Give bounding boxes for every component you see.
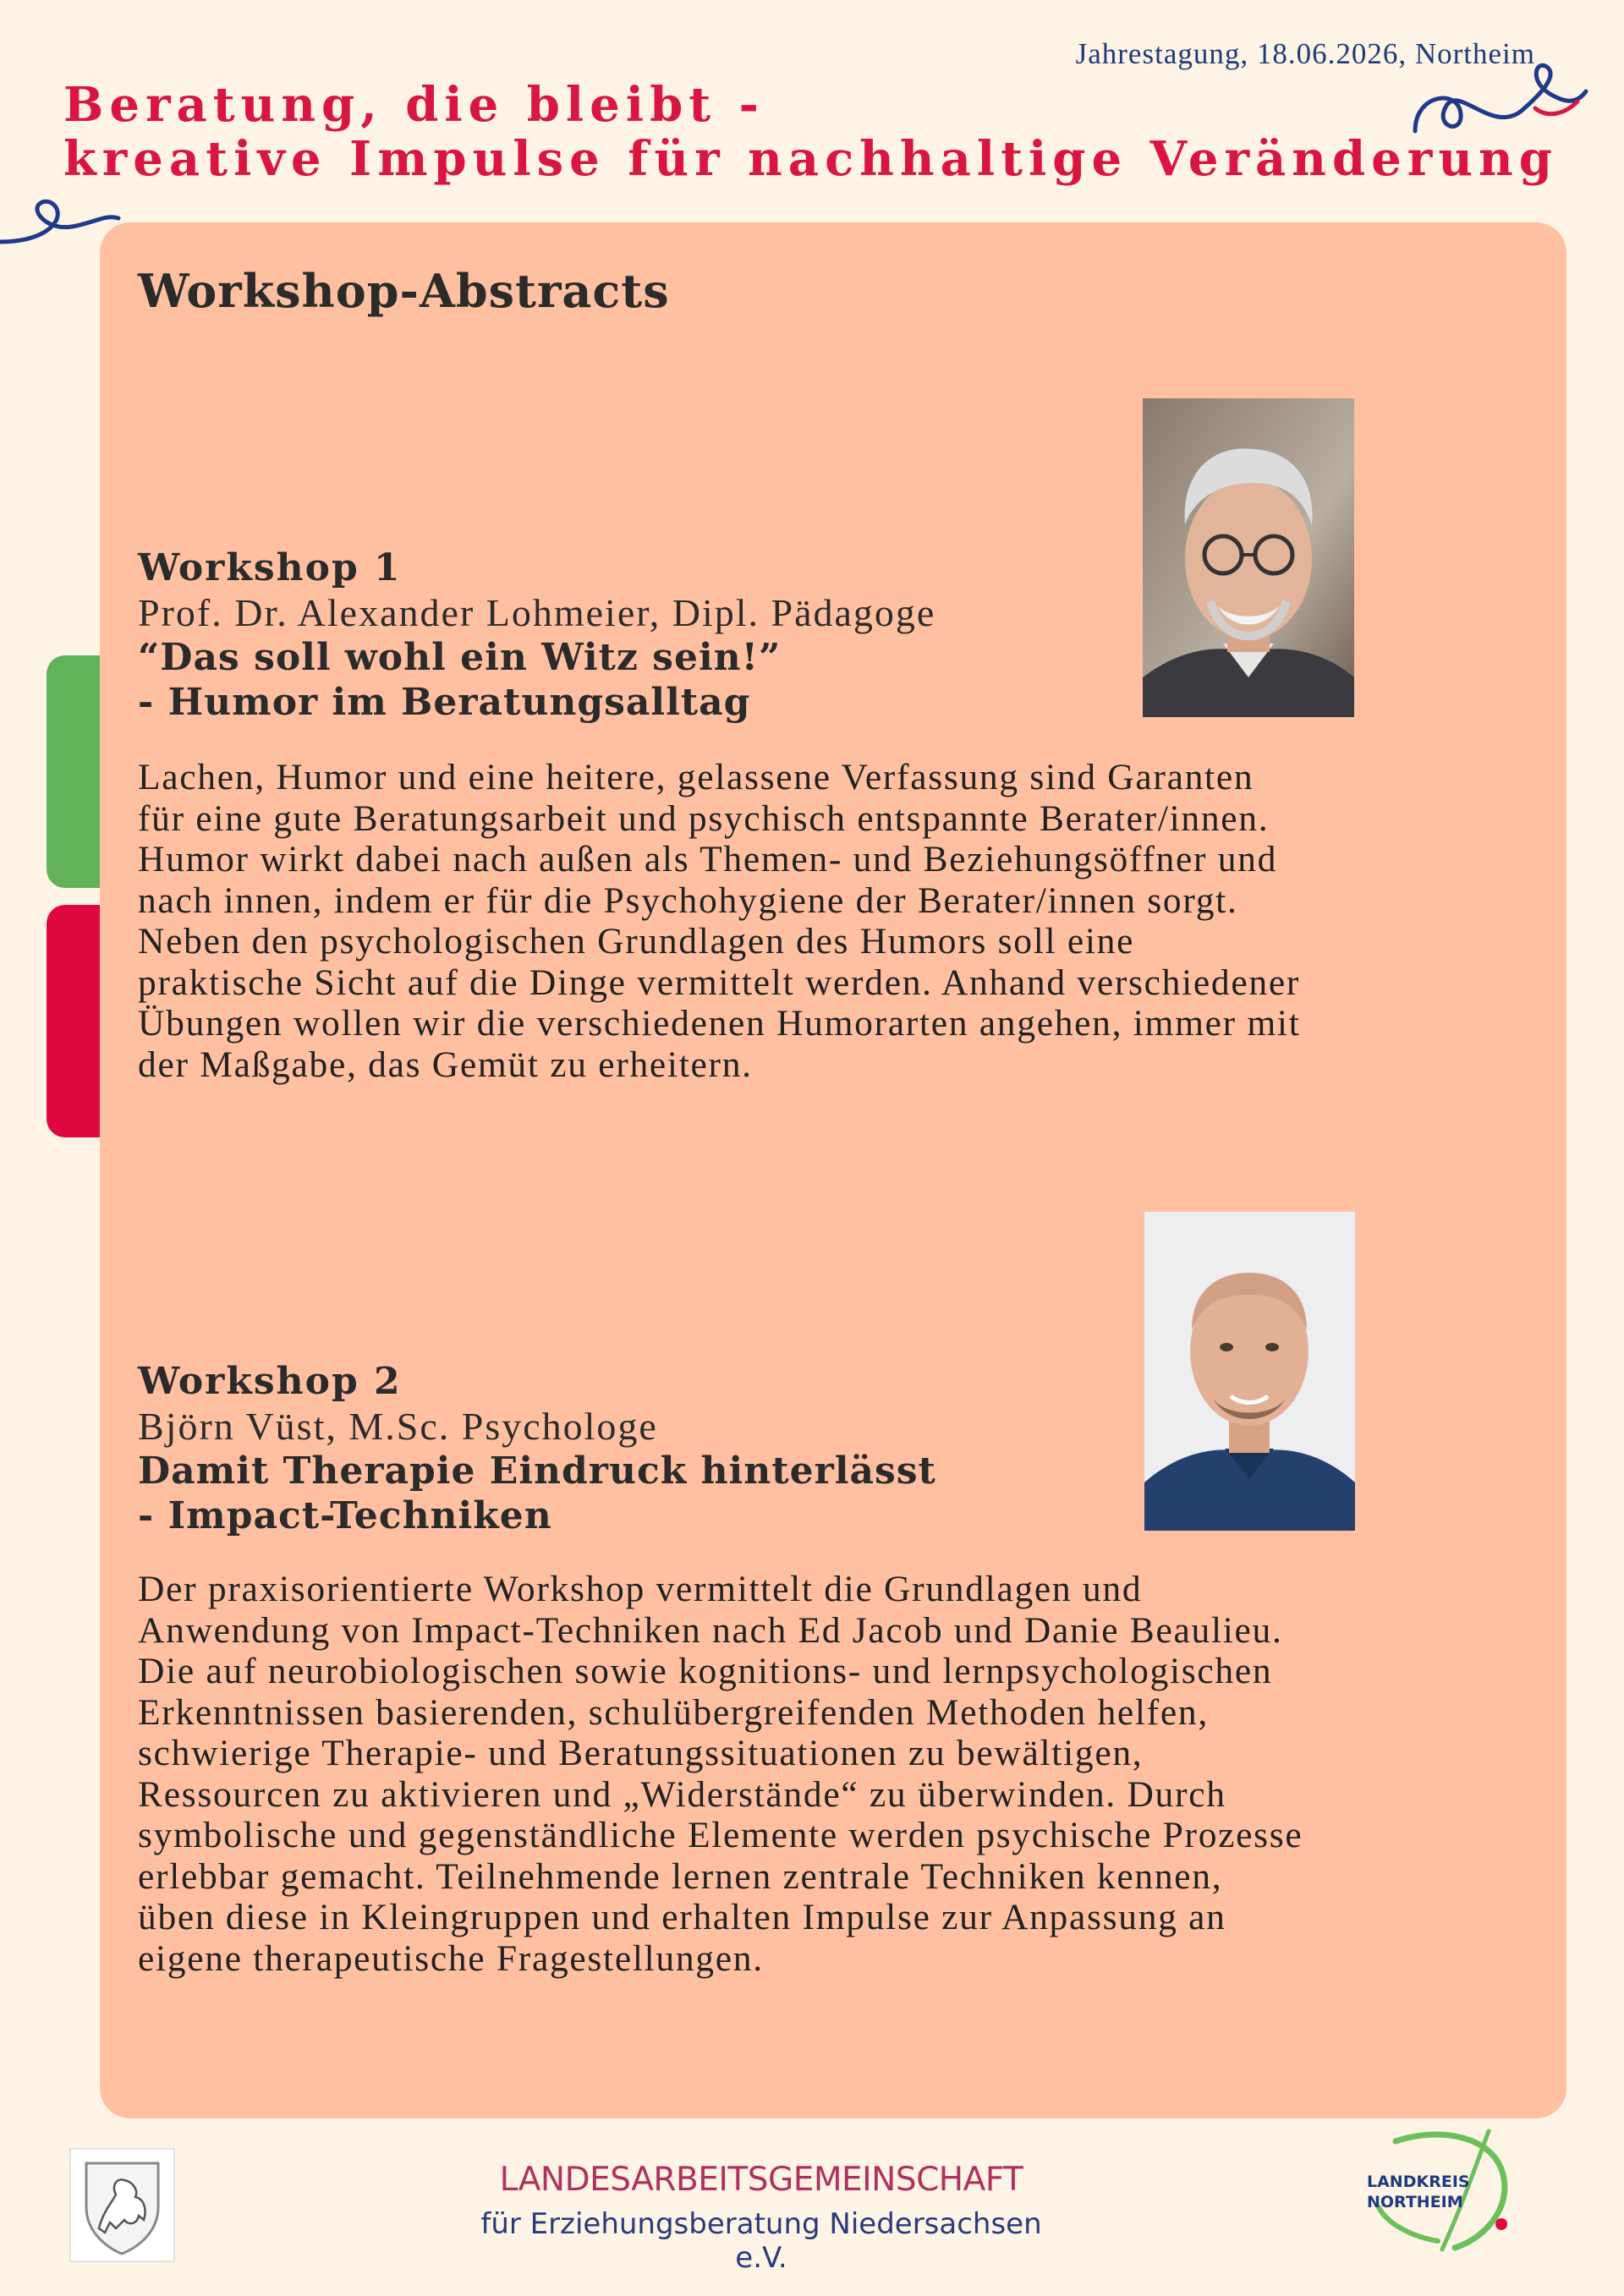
- logo-line-1: LANDKREIS: [1367, 2173, 1470, 2191]
- abstract-line: Erkenntnissen basierenden, schulübergreifenden Methoden helfen,: [138, 1691, 1209, 1733]
- workshop-2-label: Workshop 2: [138, 1360, 402, 1403]
- workshop-1-label: Workshop 1: [138, 546, 402, 589]
- workshop-1-title-line-1: “Das soll wohl ein Witz sein!”: [138, 636, 782, 679]
- workshop-2-speaker: Björn Vüst, M.Sc. Psychologe: [138, 1405, 658, 1448]
- workshop-1-header: [138, 545, 935, 725]
- abstract-line: Anwendung von Impact-Techniken nach Ed Jacob und Danie Beaulieu.: [138, 1609, 1283, 1651]
- niedersachsen-crest-logo: [69, 2148, 175, 2262]
- headline-line-1: Beratung, die bleibt -: [63, 77, 765, 133]
- workshop-1-title-line-2: - Humor im Beratungsalltag: [138, 681, 751, 724]
- abstract-line: der Maßgabe, das Gemüt zu erheitern.: [138, 1044, 753, 1085]
- abstract-line: Der praxisorientierte Workshop vermittelt die Grundlagen und: [138, 1569, 1143, 1609]
- abstract-line: Übungen wollen wir die verschiedenen Humorarten angehen, immer mit: [138, 1003, 1301, 1044]
- headline-line-2: kreative Impulse für nachhaltige Veränderung: [63, 131, 1558, 187]
- red-side-tab: [47, 905, 106, 1137]
- workshop-2-header: [138, 1359, 936, 1538]
- abstract-line: erlebbar gemacht. Teilnehmende lernen zentrale Techniken kennen,: [138, 1855, 1223, 1897]
- abstract-line: Humor wirkt dabei nach außen als Themen- und Beziehungsöffner und: [138, 839, 1278, 879]
- event-date-line: Jahrestagung, 18.06.2026, Northeim: [1075, 37, 1535, 70]
- organization-subtitle: für Erziehungsberatung Niedersachsen e.V.: [480, 2207, 1042, 2275]
- abstract-line: Die auf neurobiologischen sowie kognitions- und lernpsychologischen: [138, 1651, 1273, 1691]
- green-side-tab: [47, 655, 106, 888]
- abstract-line: für eine gute Beratungsarbeit und psychisch entspannte Berater/innen.: [138, 797, 1270, 839]
- swirl-decoration-top-right: [1408, 59, 1590, 140]
- abstract-line: symbolische und gegenständliche Elemente werden psychische Prozesse: [138, 1815, 1303, 1855]
- organization-name: LANDESARBEITSGEMEINSCHAFT: [499, 2161, 1023, 2199]
- abstract-line: nach innen, indem er für die Psychohygiene der Berater/innen sorgt.: [138, 879, 1238, 921]
- workshop-2-title-line-1: Damit Therapie Eindruck hinterlässt: [138, 1449, 936, 1493]
- workshop-2-title-line-2: - Impact-Techniken: [138, 1494, 552, 1537]
- page-headline: [63, 78, 1558, 186]
- logo-text: [1367, 2172, 1470, 2212]
- abstract-line: Ressourcen zu aktivieren und „Widerstände“ zu überwinden. Durch: [138, 1773, 1226, 1815]
- abstract-line: Neben den psychologischen Grundlagen des Humors soll eine: [138, 921, 1135, 962]
- workshop-2-abstract: [138, 1569, 1559, 1979]
- workshop-1-abstract: [138, 757, 1559, 1085]
- logo-line-2: NORTHEIM: [1367, 2193, 1463, 2211]
- speaker-2-photo: [1144, 1212, 1355, 1531]
- speaker-1-photo: [1143, 398, 1354, 717]
- abstract-line: schwierige Therapie- und Beratungssituationen zu bewältigen,: [138, 1733, 1144, 1773]
- abstract-line: üben diese in Kleingruppen und erhalten Impulse zur Anpassung an: [138, 1897, 1226, 1937]
- landkreis-northeim-logo: [1362, 2123, 1531, 2258]
- card-title: Workshop-Abstracts: [138, 264, 670, 318]
- abstract-line: eigene therapeutische Fragestellungen.: [138, 1937, 764, 1979]
- workshop-1-speaker: Prof. Dr. Alexander Lohmeier, Dipl. Pädagoge: [138, 591, 936, 634]
- lag-logo-text: [457, 2161, 1066, 2275]
- abstract-line: Lachen, Humor und eine heitere, gelassene Verfassung sind Garanten: [138, 757, 1254, 797]
- abstract-line: praktische Sicht auf die Dinge vermittelt werden. Anhand verschiedener: [138, 962, 1301, 1003]
